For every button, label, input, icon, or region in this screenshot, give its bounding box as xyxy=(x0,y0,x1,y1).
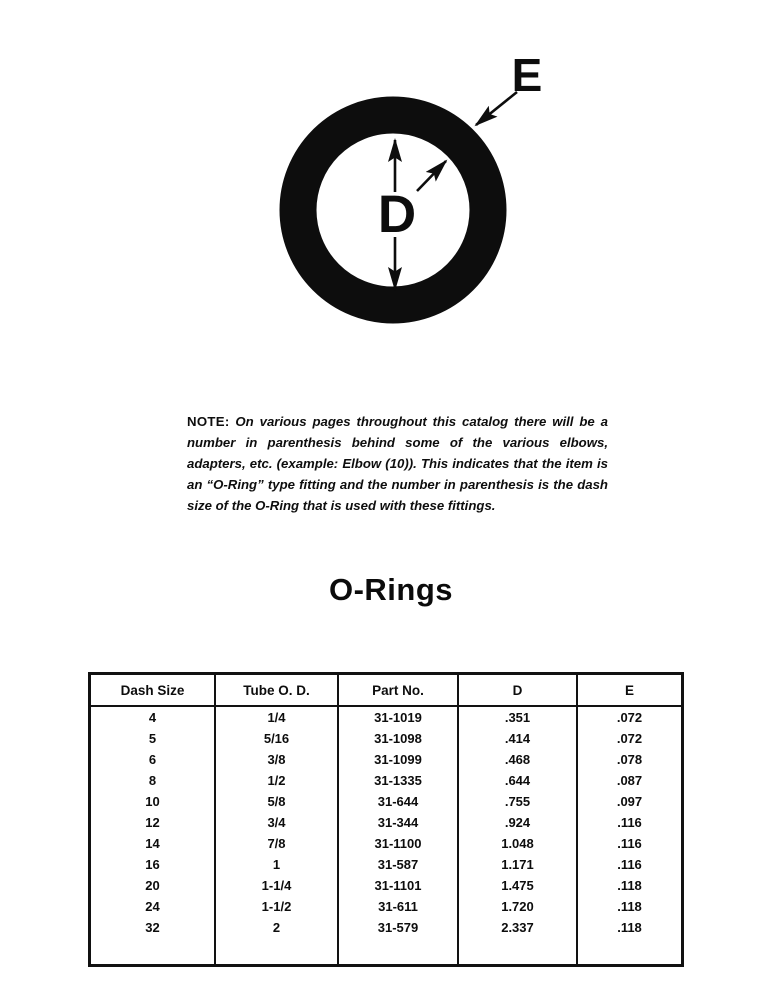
table-cell: 31-1100 xyxy=(338,833,458,854)
table-cell: 1/2 xyxy=(215,770,338,791)
page-title: O-Rings xyxy=(328,572,454,607)
orings-table xyxy=(91,675,681,964)
table-row xyxy=(91,770,681,791)
table-spacer-cell xyxy=(577,938,681,964)
table-cell: 5/16 xyxy=(215,728,338,749)
table-cell: 2.337 xyxy=(458,917,577,938)
table-cell: .087 xyxy=(577,770,681,791)
table-cell: 1 xyxy=(215,854,338,875)
table-cell: 5 xyxy=(148,730,157,746)
table-cell: 10 xyxy=(145,793,160,809)
table-cell: 12 xyxy=(145,814,160,830)
table-row xyxy=(91,706,681,728)
table-cell: 7/8 xyxy=(215,833,338,854)
orings-table-body xyxy=(91,706,681,964)
table-cell: 16 xyxy=(145,856,160,872)
table-cell: 3/4 xyxy=(215,812,338,833)
table-cell: 20 xyxy=(145,877,160,893)
d-label: D xyxy=(377,185,417,244)
table-spacer-cell xyxy=(458,938,577,964)
table-cell: 1.048 xyxy=(458,833,577,854)
table-cell: .118 xyxy=(577,917,681,938)
table-row xyxy=(91,875,681,896)
table-cell: .072 xyxy=(577,728,681,749)
table-row xyxy=(91,749,681,770)
table-cell: .116 xyxy=(577,833,681,854)
table-cell: .097 xyxy=(577,791,681,812)
column-header: Part No. xyxy=(338,675,458,706)
table-cell: 31-1335 xyxy=(338,770,458,791)
table-cell: .116 xyxy=(577,812,681,833)
e-inner-arrow xyxy=(417,161,446,191)
table-cell: 31-611 xyxy=(338,896,458,917)
table-cell: 4 xyxy=(148,709,157,725)
table-cell: 24 xyxy=(145,898,160,914)
table-spacer-row xyxy=(91,938,681,964)
table-cell: 31-1099 xyxy=(338,749,458,770)
table-cell: .351 xyxy=(458,706,577,728)
table-cell: 1-1/2 xyxy=(215,896,338,917)
table-cell: 14 xyxy=(145,835,160,851)
table-row xyxy=(91,917,681,938)
o-ring-diagram xyxy=(0,0,772,370)
column-header: Dash Size xyxy=(91,675,215,706)
table-cell: .072 xyxy=(577,706,681,728)
orings-table-container xyxy=(88,672,684,967)
table-cell: 1.720 xyxy=(458,896,577,917)
table-row xyxy=(91,833,681,854)
table-cell: .414 xyxy=(458,728,577,749)
table-cell: 2 xyxy=(215,917,338,938)
column-header: E xyxy=(577,675,681,706)
table-row xyxy=(91,896,681,917)
table-cell: 32 xyxy=(145,919,160,935)
table-cell: 1/4 xyxy=(215,706,338,728)
table-cell: 31-1019 xyxy=(338,706,458,728)
table-cell: .116 xyxy=(577,854,681,875)
column-header: D xyxy=(458,675,577,706)
table-row xyxy=(91,728,681,749)
table-cell: 31-644 xyxy=(338,791,458,812)
table-cell: .118 xyxy=(577,875,681,896)
table-cell: 31-1101 xyxy=(338,875,458,896)
table-cell: 5/8 xyxy=(215,791,338,812)
note-body: On various pages throughout this catalog there will be a number in parenthesis behind some of the various elbows, adapters, etc. (example: Elbow (10)). This indicates that the item is an “O-Ring” type fitting and the number in parenthesis is the dash size of the O-Ring that is used with these fittings. xyxy=(187,414,608,514)
table-spacer-cell xyxy=(215,938,338,964)
table-row xyxy=(91,791,681,812)
table-cell: 31-344 xyxy=(338,812,458,833)
table-header-row xyxy=(91,675,681,706)
table-spacer-cell xyxy=(91,938,215,964)
note-prefix: NOTE: xyxy=(187,414,230,430)
table-cell: 1-1/4 xyxy=(215,875,338,896)
table-cell: .078 xyxy=(577,749,681,770)
table-cell: 1.475 xyxy=(458,875,577,896)
table-cell: 1.171 xyxy=(458,854,577,875)
table-cell: 6 xyxy=(148,751,157,767)
table-cell: 31-1098 xyxy=(338,728,458,749)
table-cell: .755 xyxy=(458,791,577,812)
table-cell: .924 xyxy=(458,812,577,833)
table-cell: 8 xyxy=(148,772,157,788)
table-spacer-cell xyxy=(338,938,458,964)
table-cell: 31-587 xyxy=(338,854,458,875)
note-paragraph xyxy=(187,411,608,516)
column-header: Tube O. D. xyxy=(215,675,338,706)
e-label: E xyxy=(511,49,543,101)
table-cell: 31-579 xyxy=(338,917,458,938)
table-cell: 3/8 xyxy=(215,749,338,770)
table-cell: .118 xyxy=(577,896,681,917)
table-cell: .468 xyxy=(458,749,577,770)
table-row xyxy=(91,854,681,875)
table-cell: .644 xyxy=(458,770,577,791)
table-row xyxy=(91,812,681,833)
